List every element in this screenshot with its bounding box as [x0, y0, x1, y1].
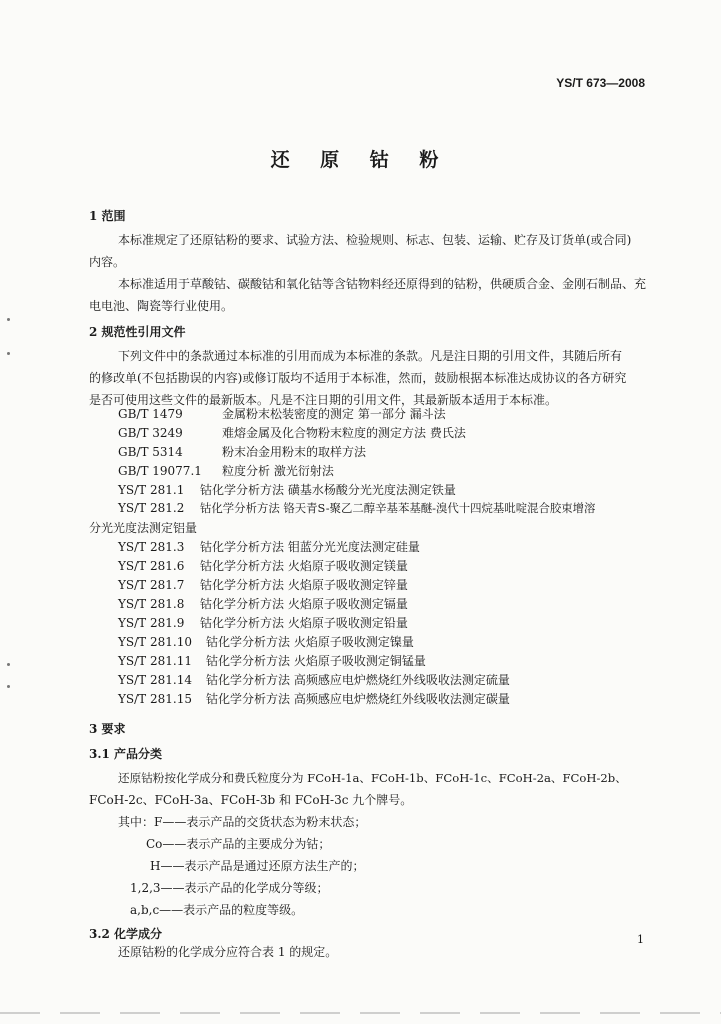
reference-item: [118, 538, 420, 555]
reference-title: 钴化学分析方法 火焰原子吸收测定锌量: [200, 578, 408, 592]
reference-item: [118, 671, 510, 688]
reference-title: 钴化学分析方法 高频感应电炉燃烧红外线吸收法测定碳量: [206, 692, 510, 706]
section-2-heading: 2 规范性引用文件: [89, 325, 186, 339]
reference-number: YS/T 281.14: [118, 673, 192, 687]
reference-item: [118, 690, 510, 707]
reference-number: GB/T 5314: [118, 445, 183, 459]
section-1-heading: 1 范围: [89, 209, 126, 223]
scan-speck: [7, 352, 10, 355]
reference-number: YS/T 281.9: [118, 616, 185, 630]
reference-number: YS/T 281.6: [118, 559, 185, 573]
designation-note: 1,2,3——表示产品的化学成分等级；: [130, 881, 329, 895]
section-3-heading: 3 要求: [89, 722, 126, 736]
designation-note: 其中：F——表示产品的交货状态为粉末状态；: [118, 815, 367, 829]
reference-item: [118, 595, 408, 612]
scan-speck: [7, 663, 10, 666]
page-number: 1: [637, 933, 644, 946]
scan-speck: [7, 318, 10, 321]
reference-title: 钴化学分析方法 磺基水杨酸分光光度法测定铁量: [200, 483, 456, 497]
reference-title: 钴化学分析方法 火焰原子吸收测定镁量: [200, 559, 408, 573]
section-3-1-line2: FCoH-2c、FCoH-3a、FCoH-3b 和 FCoH-3c 九个牌号。: [89, 793, 413, 807]
section-3-2-heading: 3.2 化学成分: [89, 927, 163, 941]
reference-title: 钴化学分析方法 钼蓝分光光度法测定硅量: [200, 540, 420, 554]
reference-title: 难熔金属及化合物粉末粒度的测定方法 费氏法: [222, 426, 466, 440]
reference-continuation: 分光光度法测定铝量: [89, 521, 198, 535]
reference-item: [118, 633, 414, 650]
section-1-para1-line2: 内容。: [89, 255, 126, 269]
reference-title: 粒度分析 激光衍射法: [222, 464, 334, 478]
designation-note: Co——表示产品的主要成分为钴；: [146, 837, 331, 851]
scan-speck: [7, 685, 10, 688]
section-3-1-heading: 3.1 产品分类: [89, 747, 163, 761]
designation-note: a,b,c——表示产品的粒度等级。: [130, 903, 304, 917]
reference-item: [118, 424, 466, 441]
designation-note: H——表示产品是通过还原方法生产的；: [150, 859, 365, 873]
section-3-2-line1: 还原钴粉的化学成分应符合表 1 的规定。: [118, 945, 338, 959]
reference-item: [118, 481, 456, 498]
standard-code: YS/T 673—2008: [556, 76, 645, 90]
reference-number: YS/T 281.15: [118, 692, 192, 706]
section-2-intro-line3: 是否可使用这些文件的最新版本。凡是不注日期的引用文件，其最新版本适用于本标准。: [89, 393, 558, 407]
reference-title: 钴化学分析方法 高频感应电炉燃烧红外线吸收法测定硫量: [206, 673, 510, 687]
reference-title: 钴化学分析方法 火焰原子吸收测定镍量: [206, 635, 414, 649]
reference-item: [118, 462, 334, 479]
scan-edge-artifact: [0, 1012, 721, 1014]
reference-title: 钴化学分析方法 火焰原子吸收测定铅量: [200, 616, 408, 630]
section-1-para2-line1: 本标准适用于草酸钴、碳酸钴和氧化钴等含钴物料经还原得到的钴粉，供硬质合金、金刚石制品、充: [118, 277, 647, 291]
reference-item: [118, 557, 408, 574]
reference-number: YS/T 281.11: [118, 654, 192, 668]
reference-number: YS/T 281.10: [118, 635, 192, 649]
reference-number: YS/T 281.2: [118, 501, 185, 515]
document-title: 还 原 钴 粉: [270, 149, 451, 171]
reference-number: GB/T 1479: [118, 407, 183, 421]
section-3-1-line1: 还原钴粉按化学成分和费氏粒度分为 FCoH-1a、FCoH-1b、FCoH-1c、FCoH-2a、FCoH-2b、: [118, 771, 627, 785]
reference-title: 粉末冶金用粉末的取样方法: [222, 445, 367, 459]
reference-number: GB/T 3249: [118, 426, 183, 440]
section-1-para2-line2: 电电池、陶瓷等行业使用。: [89, 299, 234, 313]
reference-title: 钴化学分析方法 火焰原子吸收测定铜锰量: [206, 654, 426, 668]
section-2-intro-line2: 的修改单(不包括勘误的内容)或修订版均不适用于本标准，然而，鼓励根据本标准达成协议的各方研究: [89, 371, 627, 385]
reference-title: 钴化学分析方法 铬天青S-聚乙二醇辛基苯基醚-溴代十四烷基吡啶混合胶束增溶: [200, 501, 596, 515]
reference-number: YS/T 281.3: [118, 540, 185, 554]
reference-number: YS/T 281.7: [118, 578, 185, 592]
section-1-para1-line1: 本标准规定了还原钴粉的要求、试验方法、检验规则、标志、包装、运输、贮存及订货单(或合同): [118, 233, 632, 247]
reference-item: [118, 405, 446, 422]
reference-item: [118, 614, 408, 631]
reference-number: GB/T 19077.1: [118, 464, 202, 478]
reference-title: 钴化学分析方法 火焰原子吸收测定镉量: [200, 597, 408, 611]
reference-item: [118, 443, 366, 460]
reference-item: [118, 576, 408, 593]
reference-number: YS/T 281.8: [118, 597, 185, 611]
reference-item: [118, 500, 595, 516]
reference-item: [118, 652, 426, 669]
section-2-intro-line1: 下列文件中的条款通过本标准的引用而成为本标准的条款。凡是注日期的引用文件，其随后所有: [118, 349, 623, 363]
reference-number: YS/T 281.1: [118, 483, 185, 497]
reference-title: 金属粉末松装密度的测定 第一部分 漏斗法: [222, 407, 446, 421]
